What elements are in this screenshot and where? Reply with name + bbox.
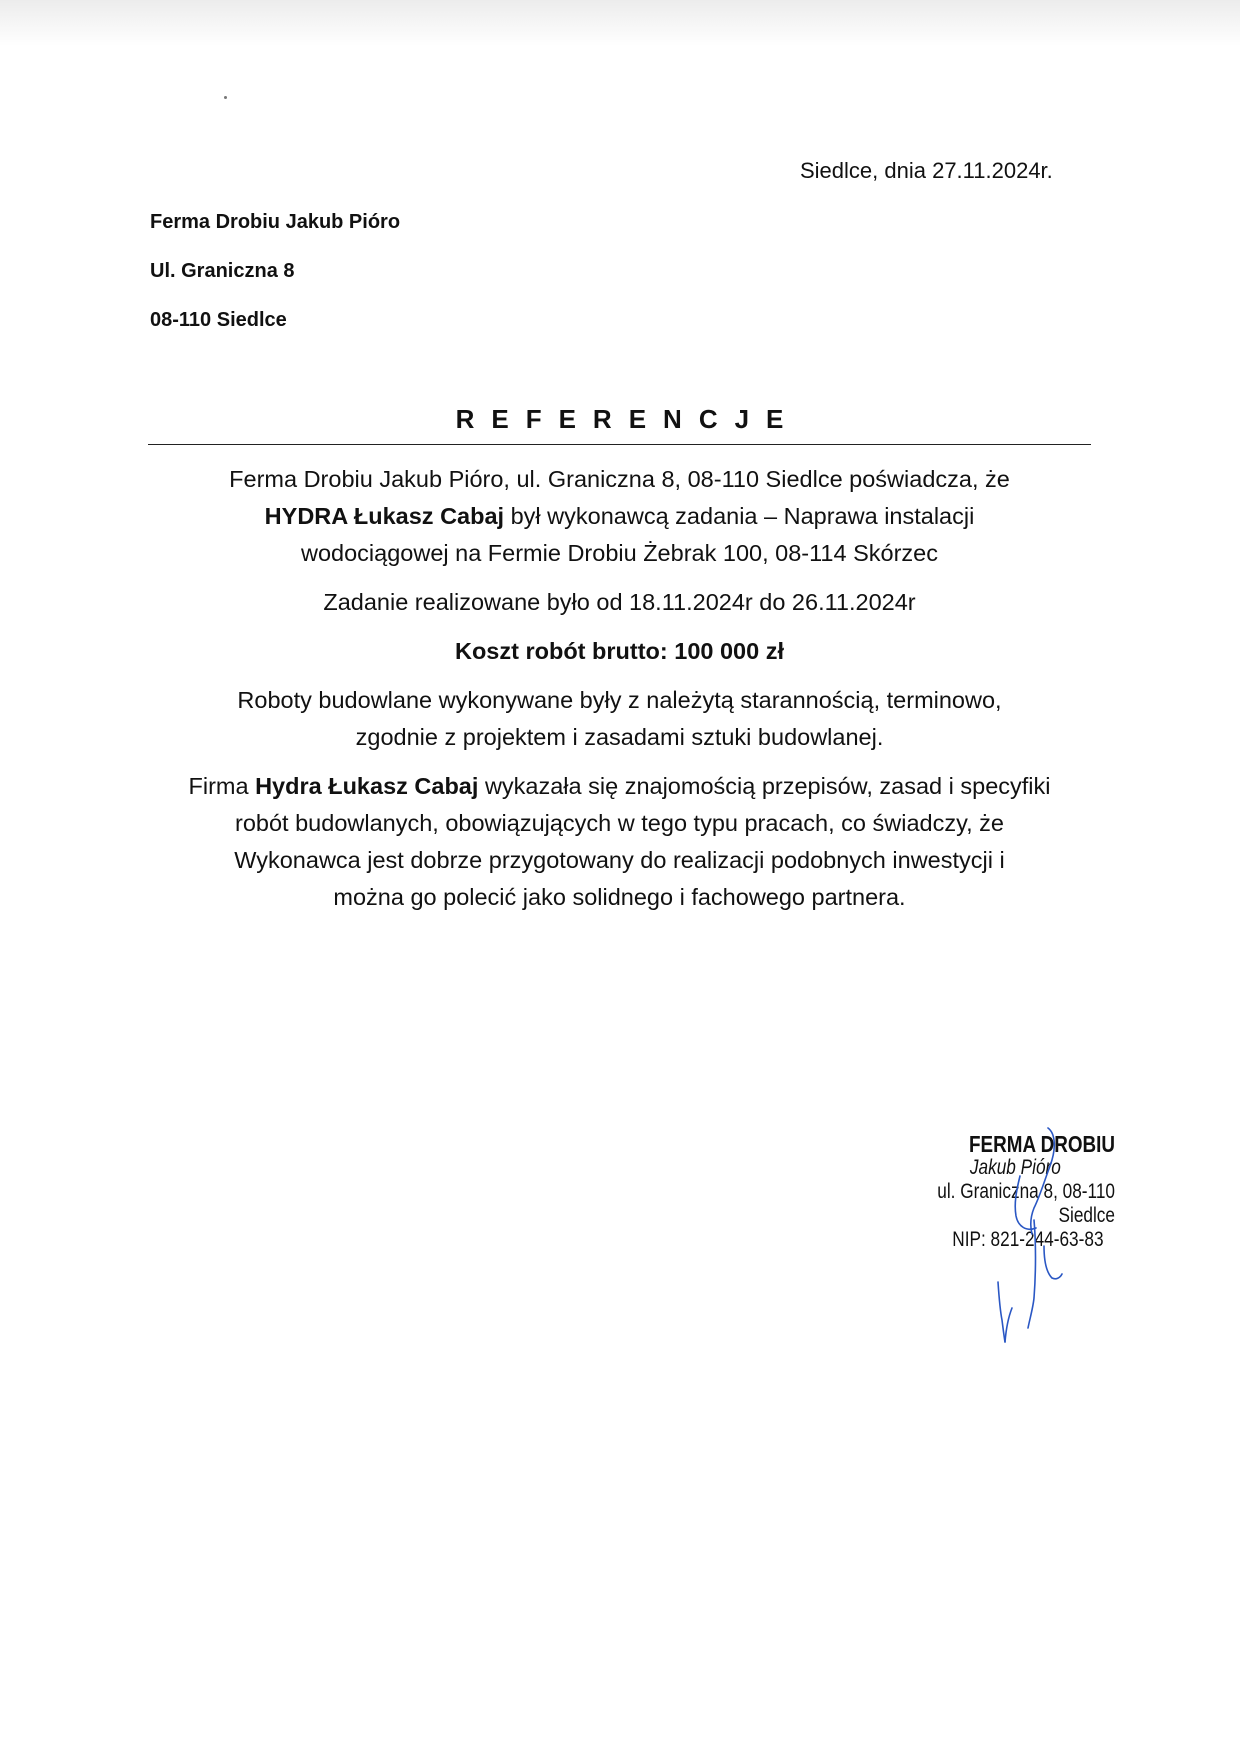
sender-street: Ul. Graniczna 8 (150, 260, 295, 282)
paragraph-attestation (148, 461, 1091, 572)
stamp-address: ul. Graniczna 8, 08-110 Siedlce (937, 1180, 1115, 1227)
recommendation-line-2: robót budowlanych, obowiązujących w tego typu pracach, co świadczy, że (235, 810, 1004, 836)
attestation-line-2 (148, 498, 1091, 535)
stamp-tax-id: NIP: 821-244-63-83 (952, 1228, 1104, 1251)
document-body (148, 461, 1091, 928)
recommendation-line-1-pre: Firma (188, 773, 256, 799)
paragraph-period (148, 584, 1091, 621)
sender-name: Ferma Drobiu Jakub Pióro (150, 211, 401, 233)
handwritten-signature (990, 1122, 1070, 1362)
quality-line-2: zgodnie z projektem i zasadami sztuki budowlanej. (355, 724, 884, 750)
attestation-line-3: wodociągowej na Fermie Drobiu Żebrak 100, 08-114 Skórzec (300, 540, 938, 566)
scan-edge-shading (0, 0, 1240, 46)
sender-block (150, 207, 400, 354)
paragraph-quality (148, 682, 1091, 756)
recommendation-line-4: można go polecić jako solidnego i fachowego partnera. (333, 884, 906, 910)
attestation-line-1: Ferma Drobiu Jakub Pióro, ul. Graniczna 8, 08-110 Siedlce poświadcza, że (229, 466, 1010, 492)
attestation-line-2-rest: był wykonawcą zadania – Naprawa instalacji (504, 503, 975, 529)
stamp-company-name: FERMA DROBIU (969, 1131, 1115, 1157)
place-date: Siedlce, dnia 27.11.2024r. (800, 158, 1053, 183)
title-rule (148, 444, 1091, 445)
paragraph-recommendation (148, 768, 1091, 916)
scan-speck (224, 96, 227, 99)
recommendation-line-3: Wykonawca jest dobrze przygotowany do realizacji podobnych inwestycji i (234, 847, 1005, 873)
recommendation-line-1-rest: wykazała się znajomością przepisów, zasad i specyfiki (478, 773, 1051, 799)
contractor-name: HYDRA Łukasz Cabaj (264, 503, 505, 529)
quality-line-1: Roboty budowlane wykonywane były z należytą starannością, terminowo, (237, 687, 1002, 713)
sender-postal-city: 08-110 Siedlce (150, 309, 287, 331)
stamp-owner-name: Jakub Pióro (969, 1156, 1061, 1179)
contractor-name-2: Hydra Łukasz Cabaj (255, 773, 479, 799)
period-line: Zadanie realizowane było od 18.11.2024r do 26.11.2024r (323, 589, 916, 615)
document-title: REFERENCJE (455, 404, 801, 434)
cost-line: Koszt robót brutto: 100 000 zł (454, 638, 785, 664)
paragraph-cost (148, 633, 1091, 670)
recommendation-line-1 (148, 768, 1091, 805)
